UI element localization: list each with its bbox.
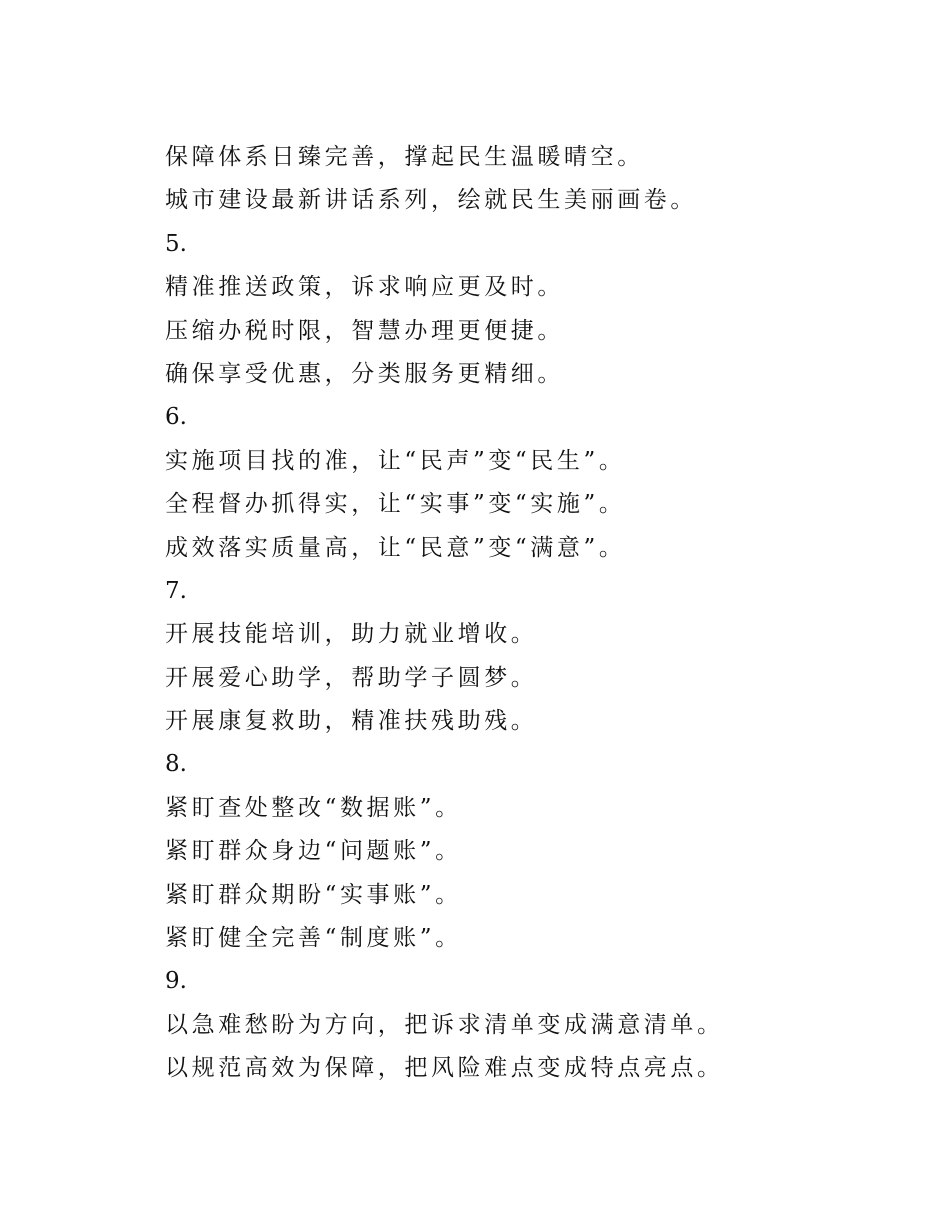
text-line: 精准推送政策，诉求响应更及时。 [165,274,564,301]
section-number: 6. [165,404,187,431]
text-line: 紧盯健全完善“制度账”。 [165,925,462,952]
section-number: 7. [165,577,187,604]
text-line: 开展技能培训，助力就业增收。 [165,621,538,648]
text-line: 开展爱心助学，帮助学子圆梦。 [165,664,538,691]
text-line: 成效落实质量高，让“民意”变“满意”。 [165,534,626,561]
text-line: 保障体系日臻完善，撑起民生温暖晴空。 [165,144,644,170]
section-number: 8. [165,751,187,778]
document-body [165,136,885,1091]
text-line: 紧盯查处整改“数据账”。 [165,794,462,821]
text-line: 紧盯群众身边“问题账”。 [165,838,462,865]
text-line: 全程督办抓得实，让“实事”变“实施”。 [165,491,626,518]
text-line: 压缩办税时限，智慧办理更便捷。 [165,317,564,344]
text-line: 紧盯群众期盼“实事账”。 [165,881,462,908]
text-line: 实施项目找的准，让“民声”变“民生”。 [165,447,626,474]
section-number: 9. [165,968,187,995]
text-line: 城市建设最新讲话系列，绘就民生美丽画卷。 [165,187,697,214]
text-line: 以急难愁盼为方向，把诉求清单变成满意清单。 [165,1011,724,1038]
section-number: 5. [165,230,187,257]
text-line: 开展康复救助，精准扶残助残。 [165,708,538,735]
text-line: 确保享受优惠，分类服务更精细。 [165,360,564,387]
text-line: 以规范高效为保障，把风险难点变成特点亮点。 [165,1055,724,1082]
